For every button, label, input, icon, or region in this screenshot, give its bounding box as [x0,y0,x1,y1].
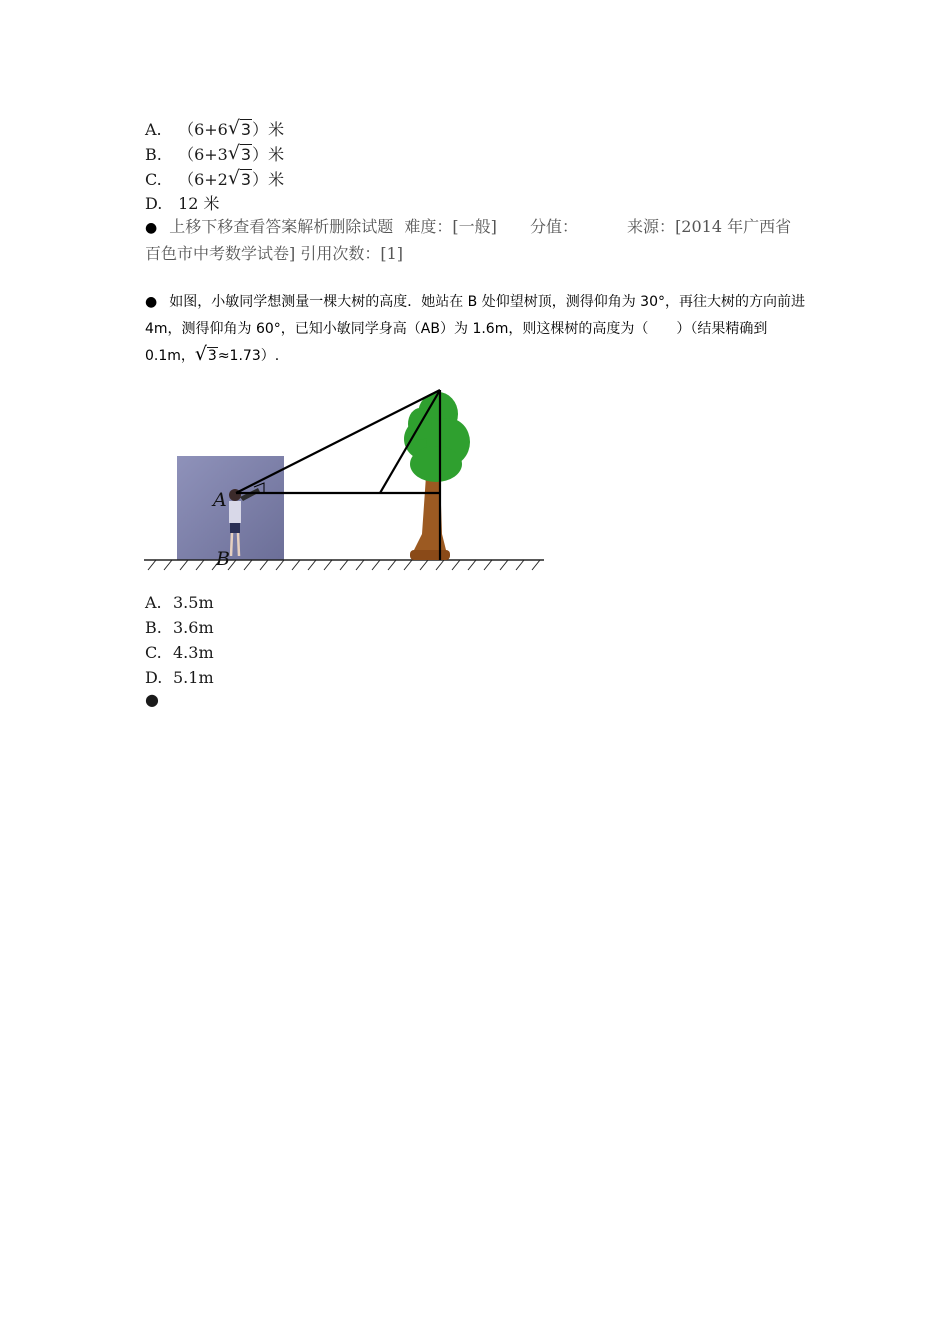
q1-option-c[interactable] [145,168,284,192]
question-body-end: ≈1.73）. [217,348,280,364]
sqrt-expression: √ 3 [227,117,252,139]
option-text: 3.6m [173,618,214,637]
citations-value: [1] [380,244,404,263]
q1-meta [145,214,805,267]
option-label: C. [145,170,162,189]
option-label: A. [145,120,162,139]
option-text: 4.3m [173,643,214,662]
option-text: 12 米 [178,194,220,213]
option-suffix: ）米 [252,145,285,164]
q2-option-b[interactable] [145,615,214,640]
q1-option-a[interactable] [145,118,284,142]
q2-question-text [145,289,810,370]
q2-option-d[interactable] [145,665,214,690]
trailing-bullet-icon: ● [145,690,159,709]
option-suffix: ）米 [252,170,285,189]
question-body: 如图，小敏同学想测量一棵大树的高度．她站在 B 处仰望树顶，测得仰角为 30°，再往大树的方向前进 4m，测得仰角为 60°，已知小敏同学身高（AB）为 1.6m，则这棵树的高度为（ ）（结果精确到 0.1m， [145,294,805,364]
source-label: 来源： [627,217,676,236]
label-a: A [213,489,227,511]
label-b: B [216,548,230,570]
bullet-icon: ● [145,220,158,236]
q2-option-a[interactable] [145,590,214,615]
figure-svg [140,384,550,574]
option-prefix: （6+2 [178,170,228,189]
option-label: B. [145,145,162,164]
difficulty-value: [一般] [452,217,497,236]
citations-label: 引用次数： [300,244,381,263]
score-label: 分值： [529,217,578,236]
tree-trunk [412,476,447,554]
difficulty-label: 难度： [404,217,453,236]
option-suffix: ）米 [252,120,285,139]
option-label: D. [145,668,163,687]
option-label: D. [145,194,163,213]
source-value: [2014 年广西省百色市中考数学试卷] [145,217,792,263]
q2-options [145,590,214,690]
option-text: 3.5m [173,593,214,612]
option-prefix: （6+3 [178,145,228,164]
tree-measurement-figure [140,384,550,578]
option-label: A. [145,593,162,612]
ground-hatch [148,560,540,570]
sqrt-expression: √ 3 [227,142,252,164]
option-text: 5.1m [173,668,214,687]
question-actions[interactable]: 上移下移查看答案解析删除试题 [169,217,394,236]
q1-option-b[interactable] [145,143,284,167]
q2-option-c[interactable] [145,640,214,665]
tree-foliage [404,392,470,482]
sqrt-expression: √ 3 [194,343,217,365]
option-prefix: （6+6 [178,120,228,139]
sqrt-expression: √ 3 [227,167,252,189]
option-label: C. [145,643,162,662]
bullet-icon: ● [145,294,158,310]
option-label: B. [145,618,162,637]
q1-option-d[interactable] [145,192,220,216]
